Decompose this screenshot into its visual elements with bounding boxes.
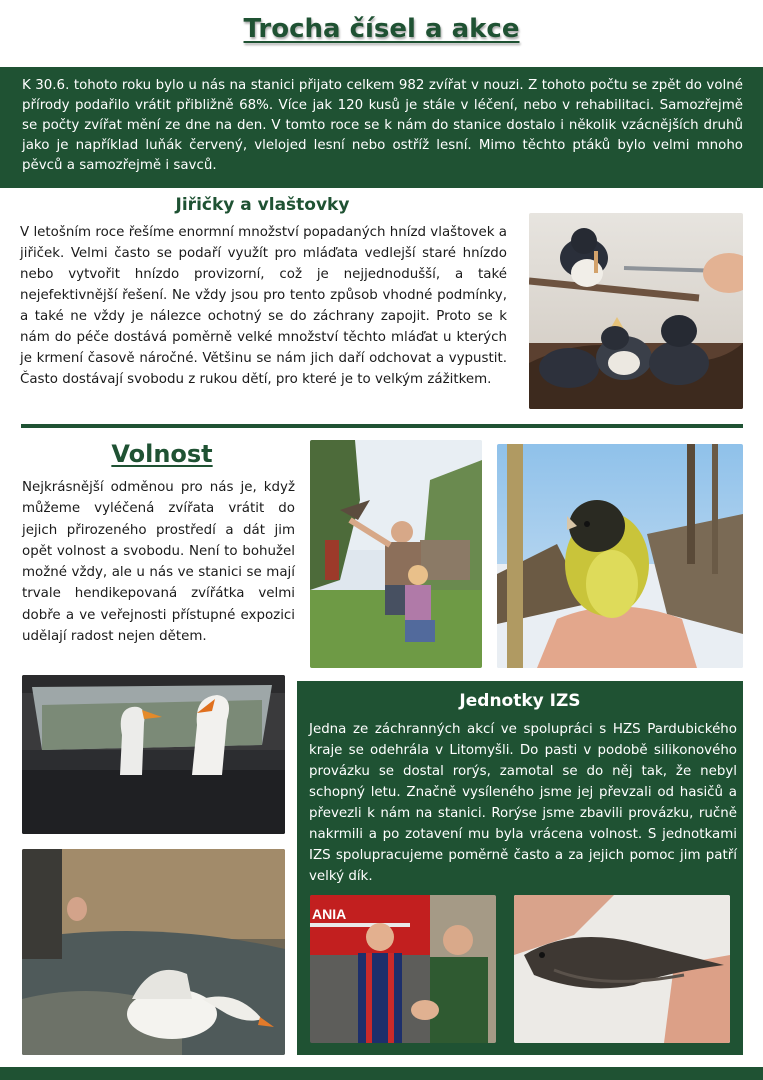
page-title: Trocha čísel a akce: [243, 14, 520, 44]
freedom-heading: Volnost: [111, 440, 213, 468]
intro-text: K 30.6. tohoto roku bylo u nás na stanici přijato celkem 982 zvířat v nouzi. Z tohoto počtu se zpět do volné přírody podařilo vrátit přibližně 68%. Více jak 120 kusů je stále v léčení, nebo v rehabilitaci. Samozřejmě se počty zvířat mění ze dne na den. V tomto roce se k nám do stanice dostalo i několik vzácnějších druhů jako je například luňák červený, vlelojed lesní nebo ostříž lesní. Mimo těchto ptáků bylo velmi mnoho pěvců a samozřejmě i savců.: [22, 78, 743, 173]
izs-panel: [297, 681, 743, 1055]
footer-band: [0, 1067, 763, 1080]
truck-text: ANIA: [312, 906, 347, 922]
izs-text: Jedna ze záchranných akcí ve spolupráci s HZS Pardubického kraje se odehrála v Litomyšli. Do pasti v podobě silikonového provázku se dostal rorýs, zamotal se do něj tak, že nebyl schopný letu. Značně vysíleného jsme jej převzali od hasičů a převezli k nám na stanici. Rorýse jsme zbavili provázku, ručně nakrmili a po zotavení mu byla vrácena volnost. S jednotkami IZS spolupracujeme poměrně často a za jejich pomoc jim patří velký dík.: [309, 722, 737, 884]
swallows-text: V letošním roce řešíme enormní množství popadaných hnízd vlaštovek a jiřiček. Velmi často se podaří využít pro mláďata vedlejší staré hnízdo nebo vytvořit hnízdo provizorní, což je nejjednodušší, a také nejefektivnější řešení. Ne vždy jsou pro tento způsob vhodné podmínky, a také ne vždy je nálezce ochotný se do záchrany zapojit. Proto se k nám do péče dostává poměrně velké množství těchto mláďat u kterých je krmení časově náročné. Většinu se nám jich daří odchovat a vypustit. Často dostávají svobodu z rukou dětí, pro které je to velkým zážitkem.: [20, 225, 507, 387]
section-divider: [21, 424, 743, 428]
freedom-text: Nejkrásnější odměnou pro nás je, když můžeme vyléčená zvířata vrátit do jejich přirozeného prostředí a dát jim opět volnost a svobodu. Není to bohužel možné vždy, ale u nás ve stanici se mají trvale hendikepovaná zvířátka velmi dobře a ve veřejnosti přístupné expozici udělají radost nejen dětem.: [22, 480, 295, 645]
intro-panel: [0, 67, 763, 188]
swans-in-car-photo: [22, 675, 285, 834]
firefighters-photo: [310, 895, 496, 1043]
swallows-heading: Jiřičky a vlaštovky: [175, 195, 350, 215]
swan-release-photo: [22, 849, 285, 1055]
izs-heading: Jednotky IZS: [459, 691, 581, 711]
bird-release-photo: [310, 440, 482, 668]
swift-in-hand-photo: [514, 895, 730, 1043]
swallow-chicks-photo: [529, 213, 743, 409]
siskin-in-hand-photo: [497, 444, 743, 668]
